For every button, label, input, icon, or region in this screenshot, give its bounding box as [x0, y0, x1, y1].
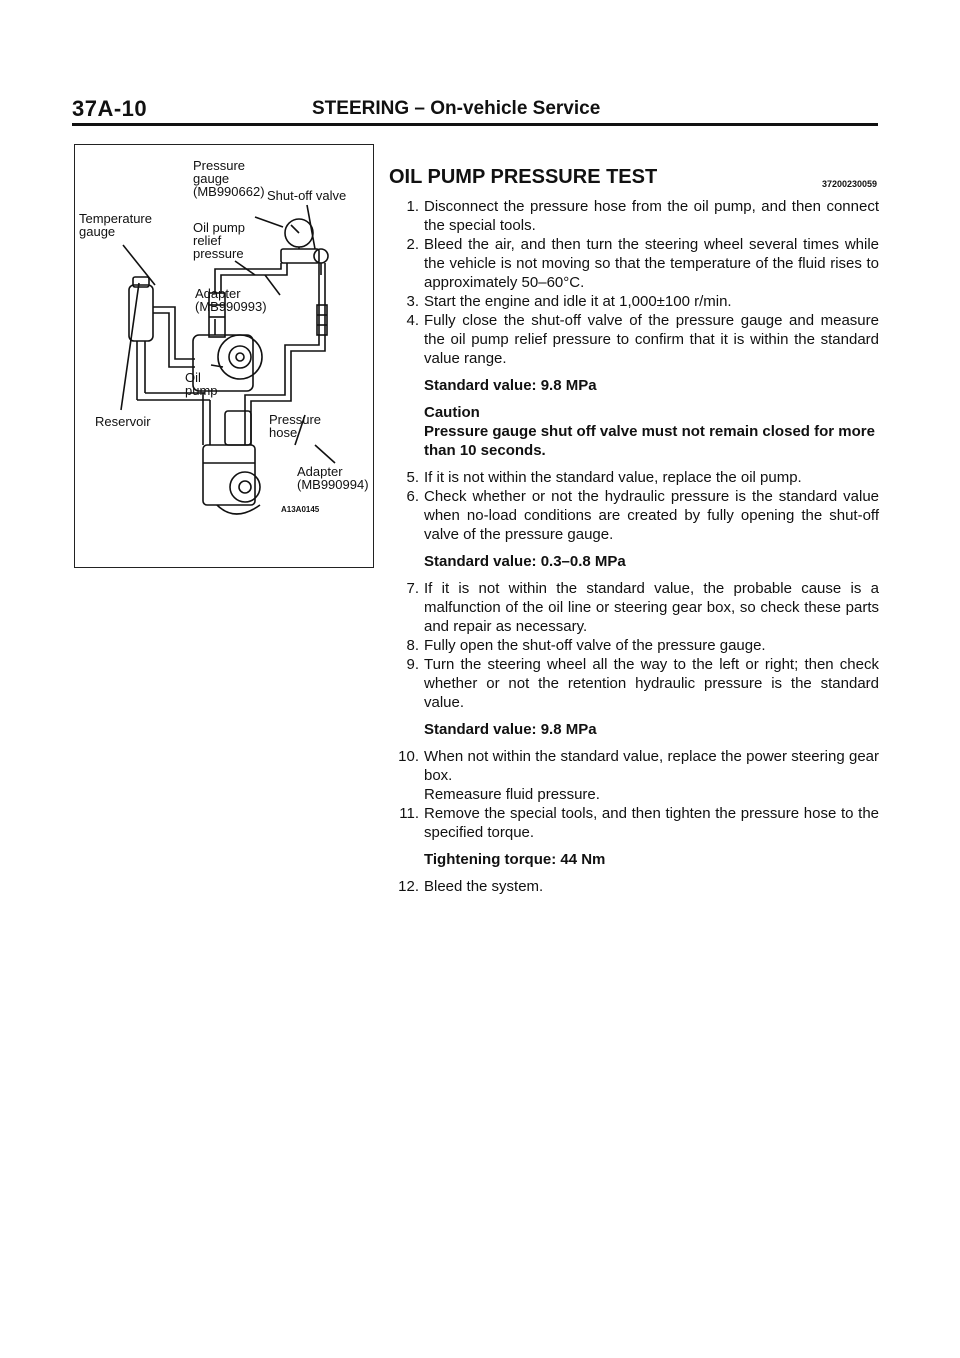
tightening-torque: Tightening torque: 44 Nm [424, 851, 606, 868]
shutoff-valve-shape [314, 249, 328, 263]
step-11: 11. Remove the special tools, and then tighten the pressure hose to the specified torque. [399, 805, 879, 841]
step-1: 1. Disconnect the pressure hose from the oil pump, and then connect the special tools. [406, 198, 879, 234]
diagram-drawing [75, 145, 373, 567]
caution-text: Pressure gauge shut off valve must not remain closed for more than 10 seconds. [424, 423, 875, 459]
page-header [72, 96, 878, 124]
label-oil-pump: Oil pump [185, 370, 218, 398]
step-8: 8. Fully open the shut-off valve of the pressure gauge. [406, 637, 766, 654]
header-rule [72, 123, 878, 126]
label-shutoff-valve: Shut-off valve [267, 188, 347, 203]
step-3: 3. Start the engine and idle it at 1,000±100 r/min. [406, 293, 732, 310]
label-oil-pump-relief-pressure: Oil pump relief pressure [193, 220, 246, 261]
step-6: 6. Check whether or not the hydraulic pressure is the standard value when no-load conditions are created by fully opening the shut-off valve of the pressure gauge. [406, 488, 879, 543]
section-title: STEERING – On-vehicle Service [312, 98, 601, 119]
label-adapter-top: Adapter (MB990993) [195, 286, 267, 314]
procedure-title-row [389, 168, 879, 194]
oil-pump-pressure-diagram [74, 144, 374, 568]
label-adapter-bottom: Adapter (MB990994) [297, 464, 369, 492]
caution-title: Caution [424, 404, 480, 421]
step-9: 9. Turn the steering wheel all the way to the left or right; then check whether or not the retention hydraulic pressure is the standard value. [406, 656, 879, 711]
label-pressure-hose: Pressure hose [269, 412, 322, 440]
standard-value-1: Standard value: 9.8 MPa [424, 377, 597, 394]
gear-box-shape [203, 445, 255, 505]
standard-value-3: Standard value: 9.8 MPa [424, 721, 597, 738]
step-2: 2. Bleed the air, and then turn the steering wheel several times while the vehicle is not moving so that the temperature of the fluid rises to approximately 50–60°C. [406, 236, 879, 291]
procedure-title: OIL PUMP PRESSURE TEST [389, 166, 658, 188]
label-pressure-gauge: Pressure gauge (MB990662) [193, 158, 265, 199]
standard-value-2: Standard value: 0.3–0.8 MPa [424, 553, 626, 570]
step-4: 4. Fully close the shut-off valve of the pressure gauge and measure the oil pump relief pressure to confirm that it is within the standard value range. [406, 312, 879, 367]
label-reservoir: Reservoir [95, 414, 151, 429]
step-5: 5. If it is not within the standard value, replace the oil pump. [406, 469, 802, 486]
remeasure-note: Remeasure fluid pressure. [424, 786, 600, 803]
procedure-content [389, 168, 879, 896]
step-7: 7. If it is not within the standard value, the probable cause is a malfunction of the oil line or steering gear box, so check these parts and repair as necessary. [406, 580, 879, 635]
step-12: 12. Bleed the system. [398, 878, 544, 895]
page-number: 37A-10 [72, 96, 148, 121]
step-10: 10. When not within the standard value, replace the power steering gear box. [398, 748, 879, 784]
label-temperature-gauge: Temperature gauge [79, 211, 152, 239]
procedure-code: 37200230059 [821, 179, 877, 189]
figure-code: A13A0145 [281, 505, 320, 514]
